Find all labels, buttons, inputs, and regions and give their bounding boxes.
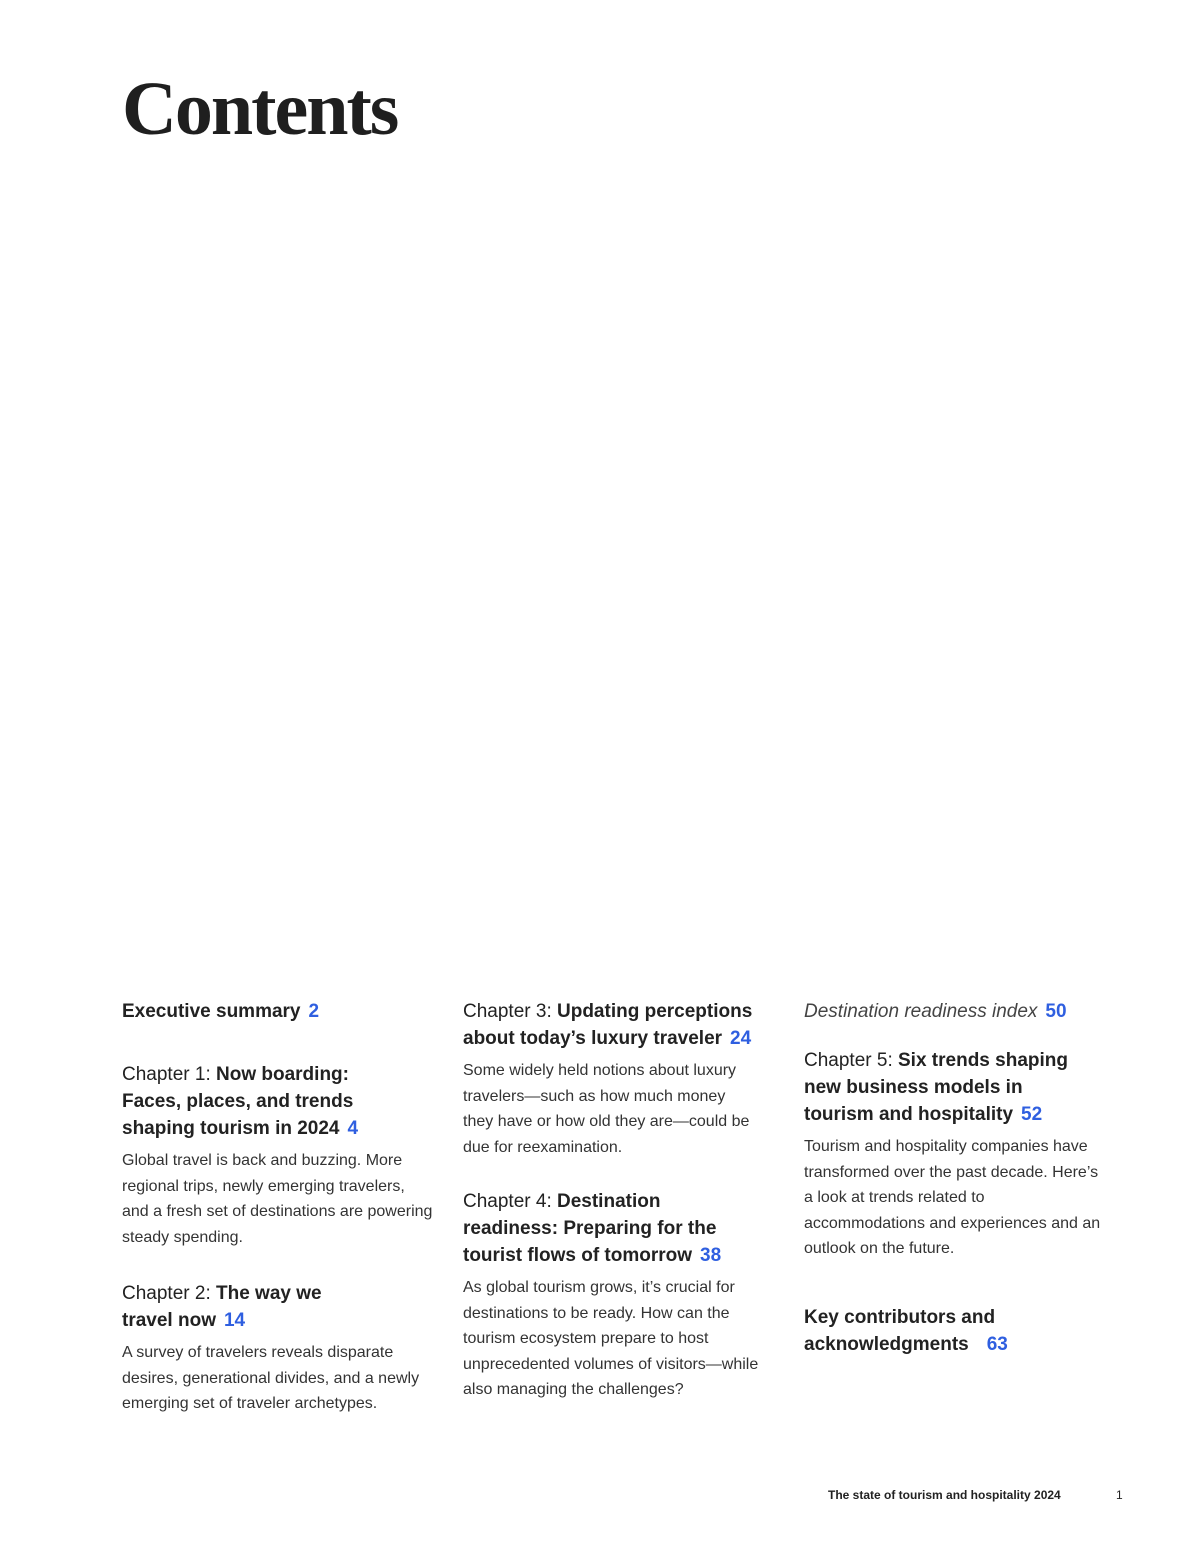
footer-title: The state of tourism and hospitality 2024 <box>828 1488 1061 1502</box>
page-number-link[interactable]: 2 <box>308 1001 320 1022</box>
page-number-link[interactable]: 4 <box>347 1118 359 1139</box>
toc-entry-executive-summary[interactable] <box>122 998 442 1025</box>
entry-description: Some widely held notions about luxury travelers—such as how much money they have or how old they are—could be due for reexamination. <box>463 1062 750 1156</box>
entry-description: Tourism and hospitality companies have transformed over the past decade. Here’s a look at trends related to accommodations and experiences and an outlook on the future. <box>804 1138 1101 1257</box>
toc-entry-chapter-4[interactable] <box>463 1188 783 1403</box>
page-title: Contents <box>122 67 398 151</box>
toc-entry-key-contributors[interactable] <box>804 1304 1124 1358</box>
page-number-link[interactable]: 14 <box>223 1310 246 1331</box>
chapter-prefix: Chapter 2: <box>122 1283 216 1304</box>
page-number-link[interactable]: 50 <box>1045 1001 1067 1022</box>
page-number-link[interactable]: 63 <box>986 1333 1008 1355</box>
chapter-prefix: Chapter 4: <box>463 1191 557 1212</box>
entry-title: The way we travel now <box>122 1283 322 1331</box>
page-number-link[interactable]: 38 <box>700 1245 722 1266</box>
entry-description: Global travel is back and buzzing. More regional trips, newly emerging travelers, and a fresh set of destinations are powering steady spending. <box>122 1152 433 1246</box>
toc-entry-chapter-3[interactable] <box>463 998 783 1160</box>
entry-title: Executive summary <box>122 1001 301 1022</box>
entry-description: As global tourism grows, it’s crucial for destinations to be ready. How can the tourism ecosystem prepare to host unprecedented volumes of visitors—while also managing the challenges? <box>463 1279 759 1398</box>
entry-title: Key contributors and acknowledgments <box>804 1306 996 1355</box>
entry-description: A survey of travelers reveals disparate desires, generational divides, and a newly emerging set of traveler archetypes. <box>122 1344 420 1412</box>
entry-title: Destination readiness: Preparing for the tourist flows of tomorrow <box>463 1191 717 1266</box>
contents-column-3 <box>804 998 1124 1380</box>
footer-page-number: 1 <box>1116 1488 1123 1502</box>
entry-title: Six trends shaping new business models in tourism and hospitality <box>804 1050 1068 1125</box>
entry-title: Destination readiness index <box>804 1001 1038 1022</box>
page-number-link[interactable]: 24 <box>730 1028 752 1049</box>
entry-title: Now boarding: Faces, places, and trends shaping tourism in 2024 <box>122 1064 354 1139</box>
chapter-prefix: Chapter 1: <box>122 1064 216 1085</box>
toc-entry-destination-readiness-index[interactable] <box>804 998 1124 1025</box>
contents-column-1 <box>122 998 442 1439</box>
contents-column-2 <box>463 998 783 1425</box>
toc-entry-chapter-2[interactable] <box>122 1280 442 1417</box>
toc-entry-chapter-1[interactable] <box>122 1061 442 1250</box>
chapter-prefix: Chapter 5: <box>804 1050 898 1071</box>
toc-entry-chapter-5[interactable] <box>804 1047 1124 1262</box>
page-number-link[interactable]: 52 <box>1021 1104 1043 1125</box>
chapter-prefix: Chapter 3: <box>463 1001 557 1022</box>
entry-title: Updating perceptions about today’s luxury traveler <box>463 1001 753 1049</box>
